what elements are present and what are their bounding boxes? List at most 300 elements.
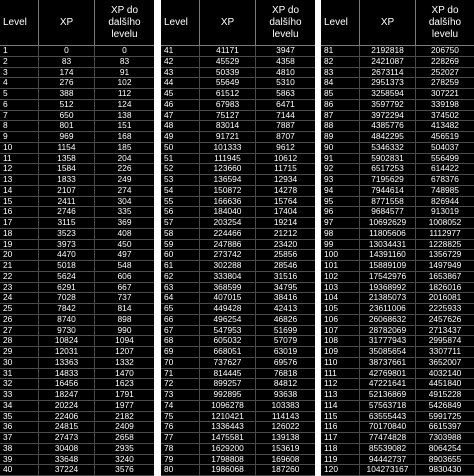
table-row [321, 207, 474, 218]
xp-cell: 166636 [200, 197, 256, 207]
xp-cell: 7195629 [360, 175, 416, 185]
xp-cell: 94442737 [360, 455, 416, 465]
xp-cell: 605032 [200, 336, 256, 346]
xp-cell: 28782069 [360, 326, 416, 336]
xp-next-cell: 138 [117, 110, 132, 120]
level-cell: 73 [161, 390, 200, 400]
level-cell: 99 [321, 240, 360, 250]
table-row [321, 175, 474, 186]
xp-cell: 21385073 [360, 293, 416, 303]
xp-next-cell: 17404 [273, 207, 298, 217]
table-row [321, 240, 474, 251]
table-row [321, 272, 474, 283]
level-cell: 50 [161, 143, 200, 153]
table-row [321, 304, 474, 315]
xp-cell: 1475581 [200, 433, 256, 443]
xp-next-cell: 374502 [431, 110, 459, 120]
xp-next-cell: 274 [117, 185, 132, 195]
xp-next-cell: 6615397 [428, 422, 462, 432]
level-cell: 42 [161, 57, 200, 67]
xp-cell: 6517253 [360, 164, 416, 174]
xp-next-cell: 548 [117, 261, 132, 270]
xp-next-cell: 4451840 [428, 379, 462, 389]
xp-next-cell: 69576 [273, 357, 298, 367]
level-cell: 111 [321, 369, 360, 379]
level-cell: 76 [161, 422, 200, 432]
table-row [161, 412, 315, 423]
level-cell: 36 [0, 422, 39, 432]
xp-next-cell: 168 [117, 132, 132, 141]
level-cell: 45 [161, 89, 200, 99]
xp-next-cell: 1791 [115, 390, 134, 399]
level-cell: 79 [161, 455, 200, 465]
xp-next-cell: 913019 [431, 207, 459, 217]
xp-next-cell: 31516 [273, 271, 298, 281]
xp-cell: 5018 [39, 261, 95, 271]
xp-next-cell: 369 [117, 218, 132, 227]
xp-cell: 2421087 [360, 57, 416, 67]
xp-next-cell: 185 [117, 142, 132, 152]
level-cell: 35 [0, 412, 39, 422]
xp-cell: 512 [39, 100, 95, 110]
xp-cell: 45529 [200, 57, 256, 67]
level-cell: 14 [0, 186, 39, 196]
xp-cell: 333804 [200, 272, 256, 282]
xp-next-cell: 2409 [115, 422, 134, 432]
table-row [321, 358, 474, 369]
xp-cell: 63555443 [360, 412, 416, 422]
level-cell: 46 [161, 100, 200, 110]
xp-cell: 55649 [200, 78, 256, 88]
level-cell: 63 [161, 283, 200, 293]
xp-cell: 67983 [200, 100, 256, 110]
table-row [0, 465, 154, 476]
level-cell: 105 [321, 304, 360, 314]
level-cell: 71 [161, 369, 200, 379]
table-row [0, 379, 154, 390]
xp-cell: 3258594 [360, 89, 416, 99]
table-row [321, 283, 474, 294]
xp-next-cell: 15764 [273, 196, 298, 206]
level-cell: 70 [161, 358, 200, 368]
xp-cell: 83014 [200, 121, 256, 131]
table-row [321, 347, 474, 358]
xp-next-cell: 3652007 [428, 357, 462, 367]
xp-cell: 12031 [39, 347, 95, 357]
xp-cell: 14391160 [360, 250, 416, 260]
table-row [161, 229, 315, 240]
table-row [161, 272, 315, 283]
xp-cell: 16456 [39, 379, 95, 389]
table-row [0, 250, 154, 261]
table-row [161, 358, 315, 369]
table-row [0, 261, 154, 272]
table-row [161, 401, 315, 412]
table-row [321, 422, 474, 433]
level-cell: 67 [161, 326, 200, 336]
xp-cell: 5902831 [360, 154, 416, 164]
xp-cell: 35085654 [360, 347, 416, 357]
xp-next-cell: 2016081 [428, 293, 462, 303]
xp-cell: 30408 [39, 444, 95, 454]
xp-next-cell: 3576 [115, 465, 134, 475]
level-cell: 38 [0, 444, 39, 454]
xp-cell: 150872 [200, 186, 256, 196]
table-row [0, 272, 154, 283]
xp-next-cell: 1207 [115, 347, 134, 356]
level-cell: 91 [321, 154, 360, 164]
table-row [321, 315, 474, 326]
table-row [161, 336, 315, 347]
header-xp-to-next-level: XP do dalšího levelu [269, 4, 302, 40]
level-cell: 114 [321, 401, 360, 411]
table-row [0, 57, 154, 68]
xp-next-cell: 504037 [431, 142, 459, 152]
xp-cell: 83 [39, 57, 95, 67]
xp-next-cell: 2713437 [428, 325, 462, 335]
level-cell: 54 [161, 186, 200, 196]
table-row [161, 422, 315, 433]
table-row [0, 315, 154, 326]
xp-next-cell: 187260 [271, 465, 300, 475]
level-cell: 62 [161, 272, 200, 282]
xp-cell: 247886 [200, 240, 256, 250]
xp-cell: 3115 [39, 218, 95, 228]
xp-cell: 104273167 [360, 465, 416, 475]
level-cell: 8 [0, 121, 39, 131]
xp-next-cell: 1623 [115, 379, 134, 389]
table-row [0, 283, 154, 294]
xp-cell: 969 [39, 132, 95, 142]
table-row [0, 401, 154, 412]
xp-next-cell: 114143 [271, 411, 300, 421]
xp-next-cell: 76818 [273, 368, 298, 378]
xp-next-cell: 748985 [431, 185, 459, 195]
table-row [0, 293, 154, 304]
table-row [0, 326, 154, 337]
xp-cell: 31777943 [360, 336, 416, 346]
xp-cell: 17542976 [360, 272, 416, 282]
xp-cell: 407015 [200, 293, 256, 303]
xp-next-cell: 2225933 [428, 304, 462, 313]
xp-next-cell: 5426849 [428, 400, 462, 410]
level-cell: 102 [321, 272, 360, 282]
xp-next-cell: 63019 [273, 347, 298, 356]
level-cell: 83 [321, 68, 360, 78]
level-cell: 64 [161, 293, 200, 303]
table-row [0, 369, 154, 380]
level-cell: 28 [0, 336, 39, 346]
level-cell: 15 [0, 197, 39, 207]
xp-cell: 2951373 [360, 78, 416, 88]
xp-next-cell: 0 [122, 46, 127, 55]
header-xp: XP [360, 0, 416, 45]
xp-cell: 8771558 [360, 197, 416, 207]
xp-next-cell: 83 [119, 56, 130, 66]
xp-next-cell: 408 [117, 228, 132, 238]
xp-next-cell: 112 [117, 89, 132, 98]
xp-next-cell: 614422 [431, 164, 459, 174]
table-row [321, 390, 474, 401]
xp-cell: 992895 [200, 390, 256, 400]
xp-next-cell: 2995874 [428, 336, 462, 346]
xp-next-cell: 1977 [115, 400, 134, 410]
level-cell: 24 [0, 293, 39, 303]
level-cell: 25 [0, 304, 39, 314]
xp-next-cell: 304 [117, 196, 132, 206]
xp-next-cell: 1653867 [428, 271, 462, 281]
xp-cell: 174 [39, 68, 95, 78]
xp-next-cell: 3947 [276, 46, 295, 55]
level-cell: 74 [161, 401, 200, 411]
table-row [161, 132, 315, 143]
level-cell: 17 [0, 218, 39, 228]
xp-next-cell: 103383 [271, 400, 300, 410]
table-row [0, 240, 154, 251]
xp-cell: 22406 [39, 412, 95, 422]
level-cell: 118 [321, 444, 360, 454]
level-cell: 59 [161, 240, 200, 250]
table-row [0, 111, 154, 122]
table-row [0, 455, 154, 466]
header-level: Level [161, 0, 200, 45]
level-cell: 11 [0, 154, 39, 164]
table-row [321, 229, 474, 240]
level-cell: 89 [321, 132, 360, 142]
level-cell: 103 [321, 283, 360, 293]
header-xp-to-next-level: XP do dalšího levelu [428, 4, 462, 40]
xp-next-cell: 278259 [431, 78, 459, 88]
xp-next-cell: 497 [117, 250, 132, 260]
xp-cell: 26068632 [360, 315, 416, 325]
xp-next-cell: 19214 [273, 218, 298, 227]
level-cell: 101 [321, 261, 360, 271]
xp-cell: 7944614 [360, 186, 416, 196]
xp-cell: 2411 [39, 197, 95, 207]
table-row [0, 218, 154, 229]
xp-next-cell: 38416 [273, 293, 298, 303]
xp-cell: 10692629 [360, 218, 416, 228]
xp-cell: 1096278 [200, 401, 256, 411]
xp-next-cell: 2182 [115, 411, 134, 421]
xp-cell: 0 [39, 46, 95, 56]
table-row [161, 111, 315, 122]
table-row [161, 218, 315, 229]
table-row [161, 89, 315, 100]
header-level: Level [0, 0, 39, 45]
level-cell: 47 [161, 111, 200, 121]
xp-cell: 814445 [200, 369, 256, 379]
table-row [0, 89, 154, 100]
xp-cell: 899257 [200, 379, 256, 389]
xp-next-cell: 9830430 [428, 465, 462, 475]
xp-cell: 5624 [39, 272, 95, 282]
xp-next-cell: 46826 [273, 314, 298, 324]
table-row [0, 229, 154, 240]
table-row [161, 68, 315, 79]
table-row [0, 175, 154, 186]
xp-cell: 2746 [39, 207, 95, 217]
xp-cell: 449428 [200, 304, 256, 314]
xp-cell: 2673114 [360, 68, 416, 78]
level-cell: 104 [321, 293, 360, 303]
xp-cell: 3523 [39, 229, 95, 239]
level-cell: 119 [321, 455, 360, 465]
level-cell: 93 [321, 175, 360, 185]
xp-cell: 13034431 [360, 240, 416, 250]
xp-next-cell: 1094 [115, 336, 134, 346]
xp-next-cell: 4810 [276, 67, 295, 77]
level-cell: 120 [321, 465, 360, 475]
table-row [161, 154, 315, 165]
xp-cell: 24815 [39, 422, 95, 432]
xp-next-cell: 252027 [431, 67, 459, 77]
level-cell: 100 [321, 250, 360, 260]
level-cell: 6 [0, 100, 39, 110]
table-row [321, 250, 474, 261]
level-cell: 16 [0, 207, 39, 217]
xp-next-cell: 1356729 [428, 250, 462, 260]
xp-cell: 75127 [200, 111, 256, 121]
table-row [0, 143, 154, 154]
xp-next-cell: 151 [117, 121, 132, 131]
xp-next-cell: 8707 [276, 132, 295, 141]
table-row [161, 164, 315, 175]
table-row [321, 379, 474, 390]
xp-next-cell: 12934 [273, 175, 298, 184]
xp-next-cell: 7144 [276, 110, 295, 120]
table-row [321, 261, 474, 272]
xp-cell: 1629200 [200, 444, 256, 454]
level-cell: 86 [321, 100, 360, 110]
level-cell: 113 [321, 390, 360, 400]
xp-next-cell: 91 [119, 67, 130, 77]
xp-cell: 5346332 [360, 143, 416, 153]
xp-next-cell: 7303988 [428, 433, 462, 442]
xp-cell: 123660 [200, 164, 256, 174]
level-cell: 31 [0, 369, 39, 379]
table-row [0, 164, 154, 175]
xp-next-cell: 2935 [115, 443, 134, 453]
level-cell: 3 [0, 68, 39, 78]
level-cell: 1 [0, 46, 39, 56]
level-cell: 51 [161, 154, 200, 164]
xp-cell: 23611006 [360, 304, 416, 314]
level-cell: 18 [0, 229, 39, 239]
table-row [0, 433, 154, 444]
xp-next-cell: 93638 [273, 390, 298, 399]
table-row [321, 369, 474, 380]
level-cell: 22 [0, 272, 39, 282]
xp-cell: 6291 [39, 283, 95, 293]
table-row [0, 100, 154, 111]
level-cell: 19 [0, 240, 39, 250]
table-row [0, 46, 154, 57]
xp-cell: 37224 [39, 465, 95, 475]
xp-cell: 3973 [39, 240, 95, 250]
xp-next-cell: 339198 [431, 99, 459, 109]
level-cell: 39 [0, 455, 39, 465]
xp-next-cell: 6471 [276, 99, 295, 109]
level-cell: 4 [0, 78, 39, 88]
xp-cell: 650 [39, 111, 95, 121]
table-row [161, 465, 315, 476]
xp-cell: 302288 [200, 261, 256, 271]
xp-next-cell: 4032140 [428, 368, 462, 378]
xp-next-cell: 1008052 [428, 218, 462, 227]
table-row [0, 422, 154, 433]
table-row [321, 293, 474, 304]
xp-next-cell: 678376 [431, 175, 459, 184]
xp-cell: 4842295 [360, 132, 416, 142]
table-row [161, 369, 315, 380]
xp-cell: 11805606 [360, 229, 416, 239]
table-row [0, 154, 154, 165]
xp-next-cell: 1497949 [428, 261, 462, 270]
table-row [321, 46, 474, 57]
xp-cell: 496254 [200, 315, 256, 325]
xp-cell: 101333 [200, 143, 256, 153]
level-cell: 82 [321, 57, 360, 67]
table-row [321, 143, 474, 154]
table-row [161, 186, 315, 197]
xp-cell: 273742 [200, 250, 256, 260]
xp-next-cell: 5863 [276, 89, 295, 98]
xp-next-cell: 10612 [273, 153, 298, 163]
xp-next-cell: 14278 [273, 185, 298, 195]
xp-cell: 1798808 [200, 455, 256, 465]
table-row [0, 132, 154, 143]
xp-next-cell: 206750 [431, 46, 459, 55]
level-cell: 41 [161, 46, 200, 56]
xp-next-cell: 1470 [115, 368, 134, 378]
level-cell: 95 [321, 197, 360, 207]
level-cell: 27 [0, 326, 39, 336]
table-row [321, 164, 474, 175]
table-row [321, 326, 474, 337]
table-row [0, 78, 154, 89]
table-row [0, 121, 154, 132]
level-cell: 33 [0, 390, 39, 400]
xp-cell: 41171 [200, 46, 256, 56]
table-row [161, 143, 315, 154]
xp-next-cell: 57079 [273, 336, 298, 346]
table-row [161, 240, 315, 251]
xp-cell: 4470 [39, 250, 95, 260]
xp-cell: 3972294 [360, 111, 416, 121]
xp-cell: 9730 [39, 326, 95, 336]
level-cell: 61 [161, 261, 200, 271]
table-row [321, 132, 474, 143]
xp-cell: 184040 [200, 207, 256, 217]
level-cell: 106 [321, 315, 360, 325]
level-cell: 34 [0, 401, 39, 411]
level-cell: 94 [321, 186, 360, 196]
level-cell: 55 [161, 197, 200, 207]
xp-cell: 368599 [200, 283, 256, 293]
xp-cell: 42769801 [360, 369, 416, 379]
table-row [161, 379, 315, 390]
xp-next-cell: 11715 [274, 164, 297, 174]
level-cell: 58 [161, 229, 200, 239]
level-cell: 68 [161, 336, 200, 346]
xp-next-cell: 126022 [271, 422, 300, 432]
level-cell: 29 [0, 347, 39, 357]
xp-next-cell: 1332 [115, 357, 134, 367]
table-header [0, 0, 154, 46]
xp-cell: 47221641 [360, 379, 416, 389]
table-row [161, 444, 315, 455]
